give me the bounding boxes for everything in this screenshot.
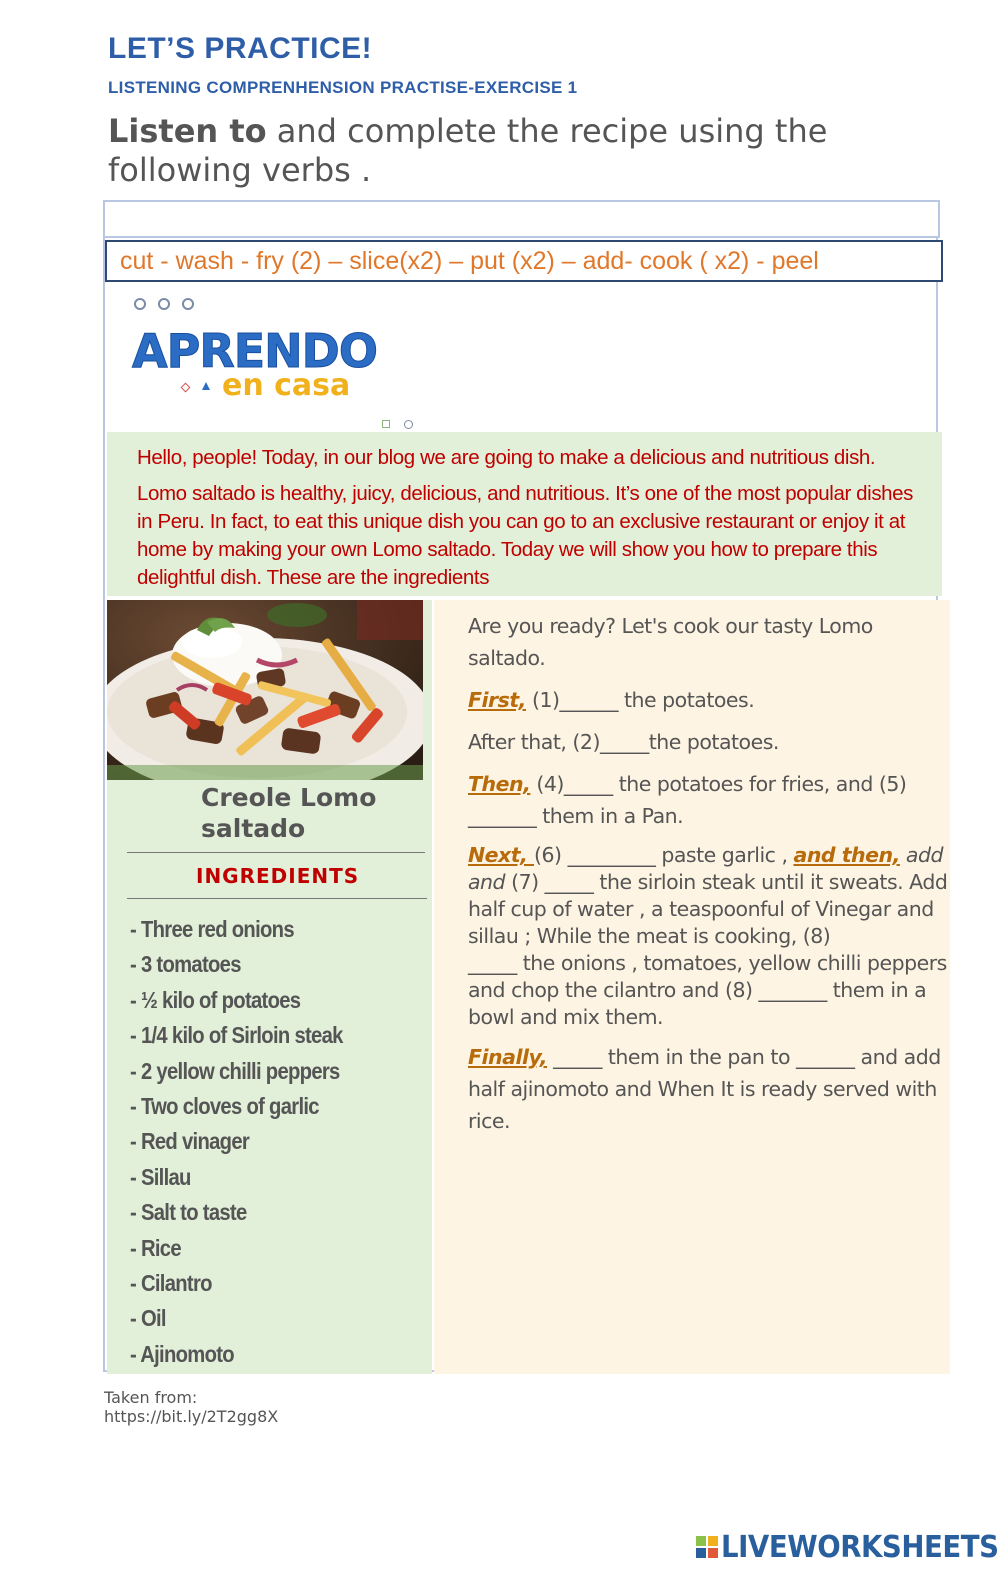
triangle-icon	[202, 382, 210, 390]
liveworksheets-icon	[696, 1536, 718, 1558]
step-then-text[interactable]: (4)_____ the potatoes for fries, and (5) _______ them in a Pan.	[468, 772, 907, 828]
keyword-next: Next,	[468, 843, 535, 867]
instruction-rest: and complete the recipe using the following verbs .	[108, 112, 828, 189]
step-next-a[interactable]: (6) _________ paste garlic ,	[534, 843, 794, 867]
logo-sub-text: en casa	[222, 368, 351, 403]
circle-icon	[158, 298, 170, 310]
circle-icon	[404, 420, 413, 429]
ingredients-list	[130, 912, 343, 1372]
dish-name: Creole Lomo saltado	[201, 783, 377, 843]
instruction-text	[108, 112, 868, 190]
divider	[127, 852, 425, 853]
list-item: - 2 yellow chilli peppers	[130, 1057, 340, 1084]
lomo-saltado-photo	[107, 600, 423, 780]
step-after-that[interactable]: After that, (2)_____the potatoes.	[468, 730, 779, 754]
square-icon	[382, 420, 390, 428]
recipe-steps	[468, 610, 948, 1147]
list-item: - Salt to taste	[130, 1199, 247, 1226]
recipe-intro: Are you ready? Let's cook our tasty Lomo saltado.	[468, 614, 873, 670]
list-item: - Two cloves of garlic	[130, 1092, 319, 1119]
step-next	[468, 842, 948, 1031]
list-item: - Oil	[130, 1305, 166, 1332]
list-item: - Ajinomoto	[130, 1340, 234, 1367]
instruction-bold: Listen to	[108, 112, 267, 150]
circle-icon	[182, 298, 194, 310]
list-item: - Three red onions	[130, 916, 294, 942]
dish-illustration	[107, 600, 423, 780]
keyword-and-then: and then,	[793, 843, 900, 867]
circle-icon	[134, 298, 146, 310]
keyword-finally: Finally,	[468, 1045, 548, 1069]
step-then	[468, 768, 948, 832]
blank-input-box[interactable]	[103, 200, 940, 238]
source-credit	[104, 1388, 278, 1426]
list-item: - 3 tomatoes	[130, 951, 241, 978]
keyword-then: Then,	[468, 772, 531, 796]
step-finally	[468, 1041, 948, 1137]
step-next-b[interactable]: (7) _____ the sirloin steak until it sweats. Add half cup of water , a teaspoonful of Vinegar and sillau ; While the meat is cooking, (8)	[468, 870, 948, 948]
step-finally-text[interactable]: _____ them in the pan to ______ and add half ajinomoto and When It is ready served with rice.	[468, 1045, 941, 1133]
page-title: LET’S PRACTICE!	[108, 32, 373, 65]
divider	[127, 898, 427, 899]
source-label: Taken from:	[104, 1388, 198, 1407]
intro-paragraph: Lomo saltado is healthy, juicy, delicious, and nutritious. It’s one of the most popular dishes in Peru. In fact, to eat this unique dish you can go to an exclusive restaurant or enjoy it at home by making your own Lomo saltado. Today we will show you how to prepare this delightful dish. These are the ingredients	[137, 482, 914, 589]
list-item: - Red vinager	[130, 1128, 250, 1155]
ingredients-title: INGREDIENTS	[196, 864, 360, 888]
step-next-add-and: add and	[468, 843, 944, 894]
logo-main-text: APRENDO	[132, 324, 377, 378]
list-item: - ½ kilo of potatoes	[130, 986, 301, 1013]
liveworksheets-text: LIVEWORKSHEETS	[721, 1530, 999, 1565]
list-item: - 1/4 kilo of Sirloin steak	[130, 1022, 343, 1049]
list-item: - Rice	[130, 1234, 181, 1261]
intro-box	[107, 432, 942, 596]
list-item: - Cilantro	[130, 1269, 212, 1296]
keyword-first: First,	[468, 688, 526, 712]
intro-greeting: Hello, people! Today, in our blog we are going to make a delicious and nutritious dish.	[137, 446, 876, 469]
diamond-icon	[181, 383, 191, 393]
aprendo-en-casa-logo	[130, 296, 377, 436]
page-subtitle: LISTENING COMPRENHENSION PRACTISE-EXERCISE 1	[108, 78, 578, 97]
step-next-c[interactable]: _____ the onions , tomatoes, yellow chilli peppers and chop the cilantro and (8) _______ them in a bowl and mix them.	[468, 951, 947, 1029]
step-first-text[interactable]: (1)______ the potatoes.	[525, 688, 755, 712]
step-first	[468, 684, 948, 716]
verbs-box: cut - wash - fry (2) – slice(x2) – put (x2) – add- cook ( x2) - peel	[105, 240, 943, 282]
list-item: - Sillau	[130, 1163, 191, 1190]
source-link[interactable]: https://bit.ly/2T2gg8X	[104, 1407, 279, 1426]
